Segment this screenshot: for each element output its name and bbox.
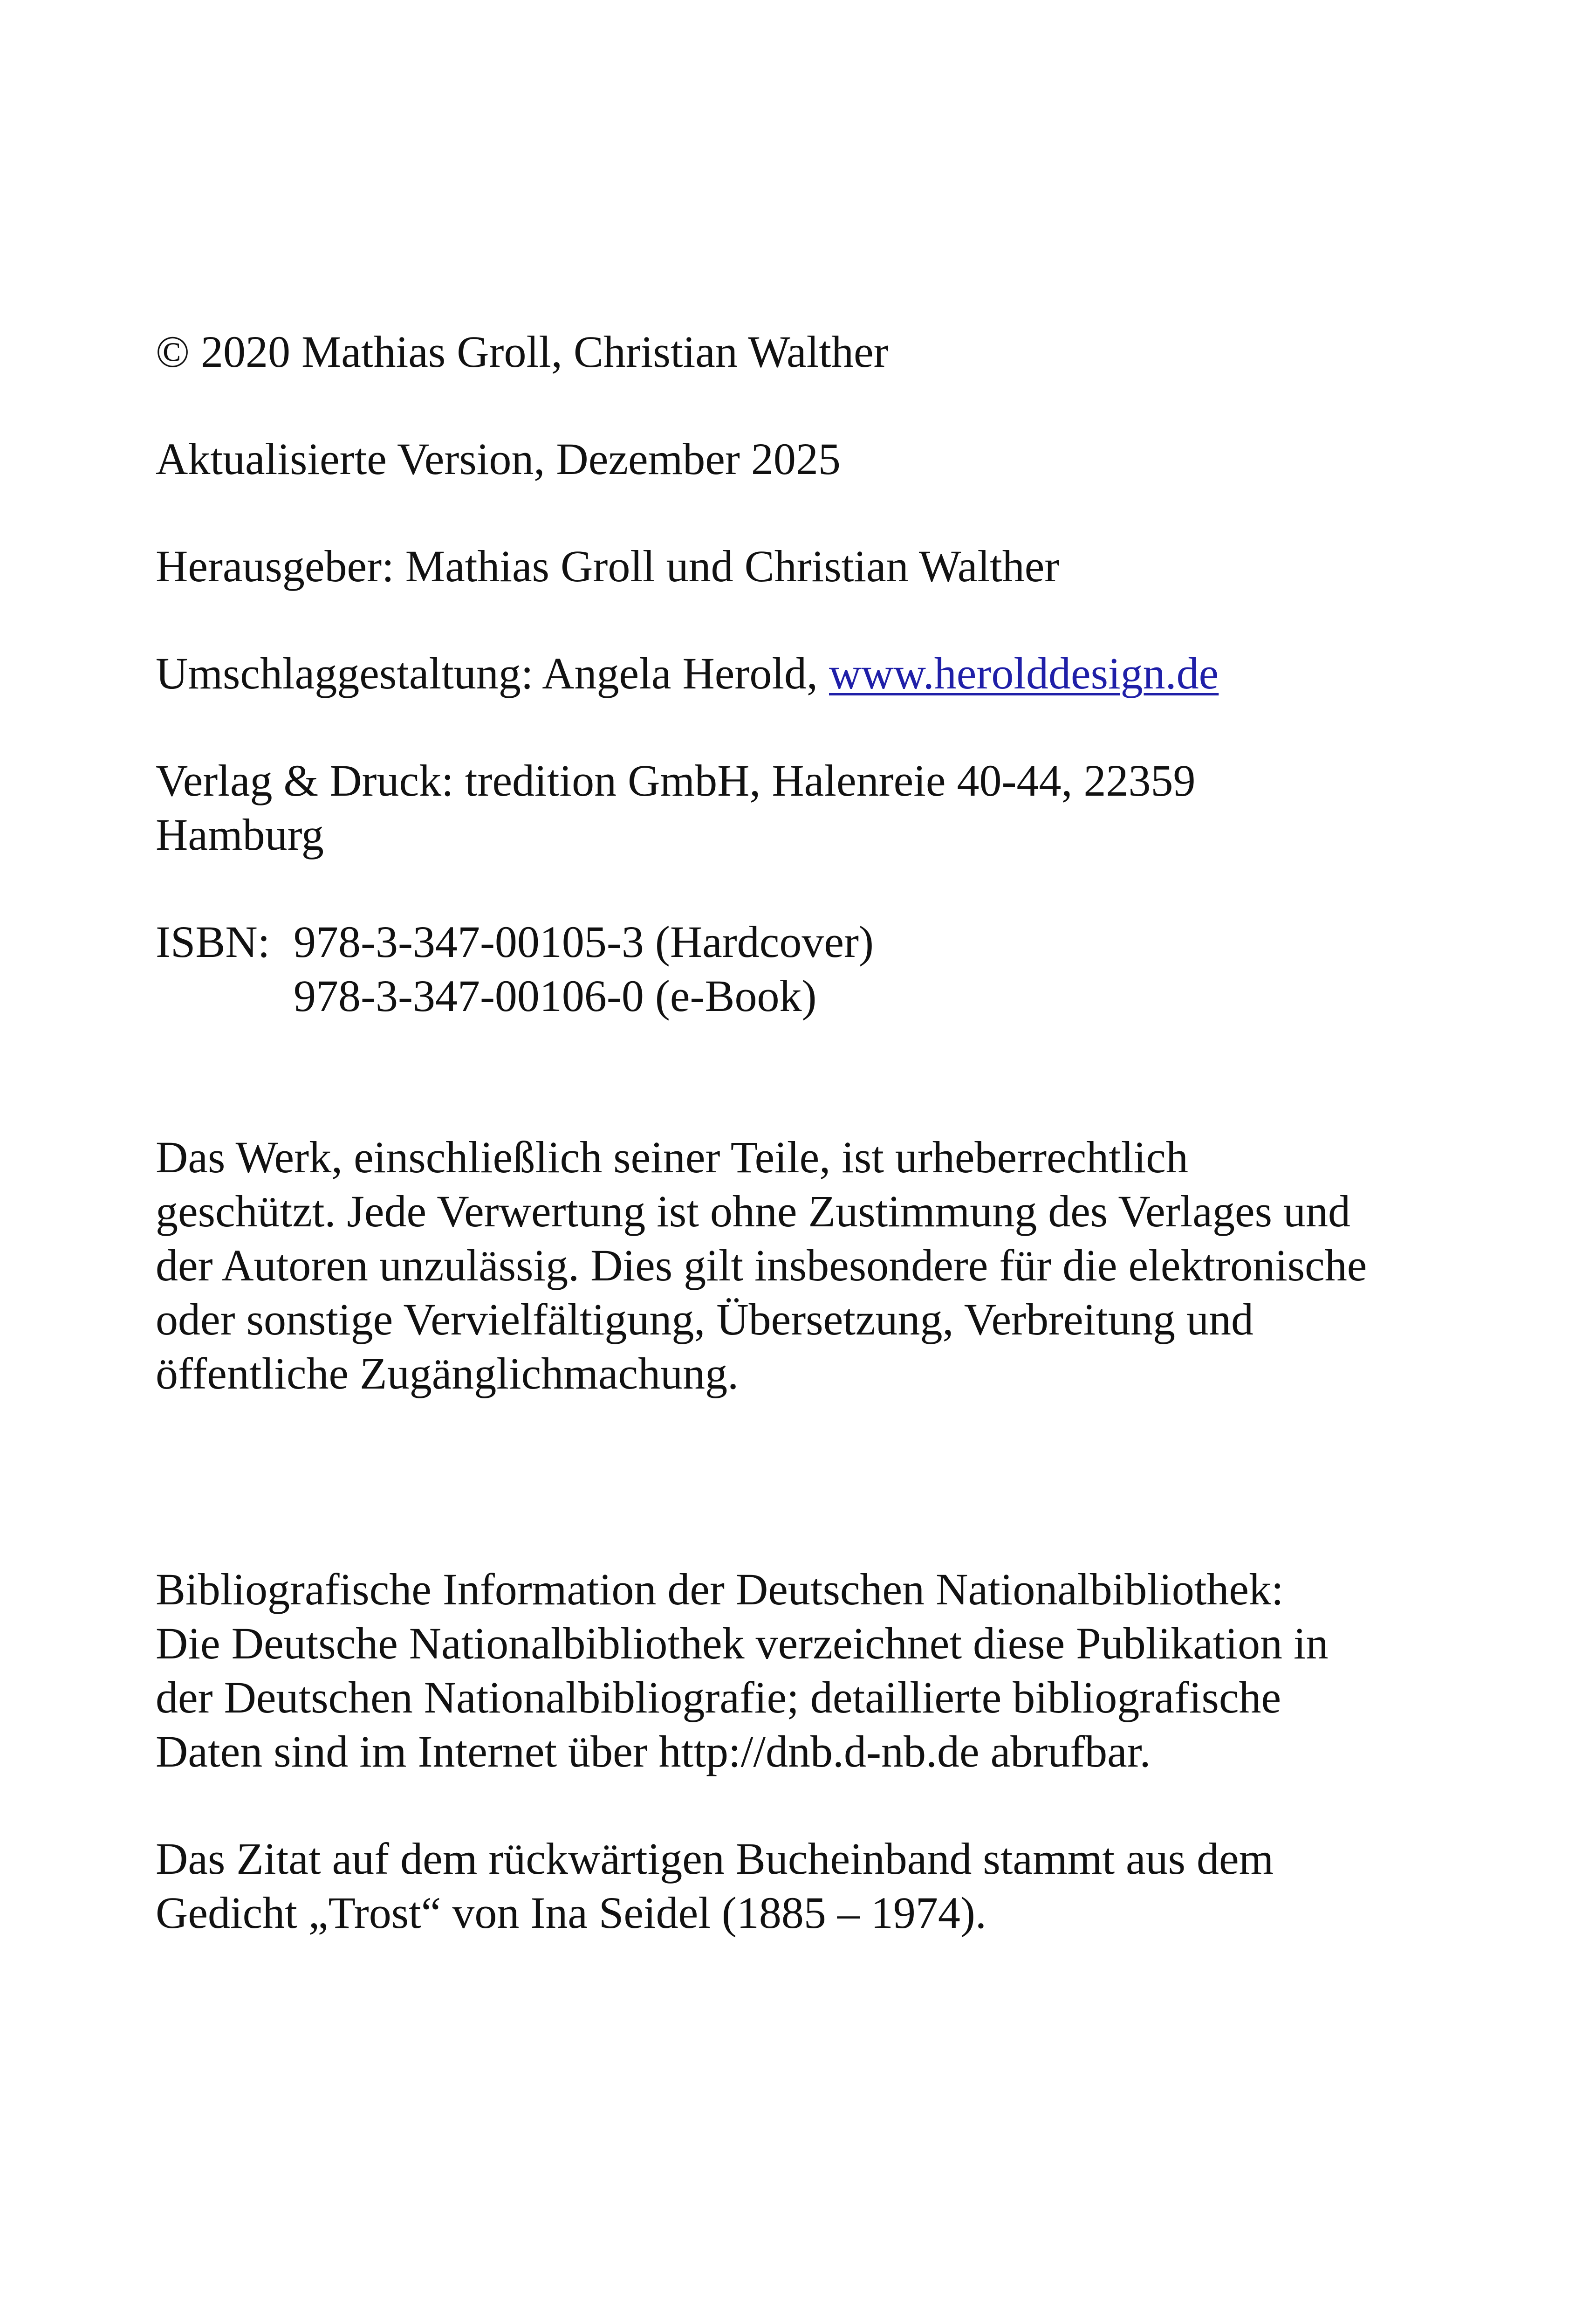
rights-notice-line: geschützt. Jede Verwertung ist ohne Zustimmung des Verlages und [156,1186,1350,1236]
isbn-hardcover: 978-3-347-00105-3 (Hardcover) [294,917,874,967]
bibliographic-info-line: der Deutschen Nationalbibliografie; detaillierte bibliografische [156,1672,1281,1722]
cover-design-line [156,647,1219,701]
quote-note-line: Das Zitat auf dem rückwärtigen Bucheinband stammt aus dem [156,1834,1274,1884]
publisher-line-1: Verlag & Druck: tredition GmbH, Halenreie 40-44, 22359 [156,756,1196,805]
rights-notice-line: öffentliche Zugänglichmachung. [156,1348,739,1398]
version-line: Aktualisierte Version, Dezember 2025 [156,434,841,484]
copyright-line: © 2020 Mathias Groll, Christian Walther [156,327,889,377]
bibliographic-info-line: Bibliografische Information der Deutschen Nationalbibliothek: [156,1564,1284,1614]
isbn-ebook: 978-3-347-00106-0 (e-Book) [294,971,817,1021]
cover-design-label: Umschlaggestaltung: Angela Herold, [156,648,829,698]
bibliographic-info-line: Die Deutsche Nationalbibliothek verzeichnet diese Publikation in [156,1618,1329,1668]
rights-notice-line: oder sonstige Vervielfältigung, Übersetzung, Verbreitung und [156,1294,1254,1344]
bibliographic-info-line: Daten sind im Internet über http://dnb.d-nb.de abrufbar. [156,1726,1151,1776]
herolddesign-link[interactable]: www.herolddesign.de [829,648,1219,698]
quote-note-line: Gedicht „Trost“ von Ina Seidel (1885 – 1974). [156,1888,986,1938]
isbn-label: ISBN: [156,917,270,967]
rights-notice-line: der Autoren unzulässig. Dies gilt insbesondere für die elektronische [156,1240,1367,1290]
rights-notice-line: Das Werk, einschließlich seiner Teile, ist urheberrechtlich [156,1132,1188,1182]
editor-line: Herausgeber: Mathias Groll und Christian Walther [156,541,1060,591]
publisher-line-2: Hamburg [156,810,324,860]
